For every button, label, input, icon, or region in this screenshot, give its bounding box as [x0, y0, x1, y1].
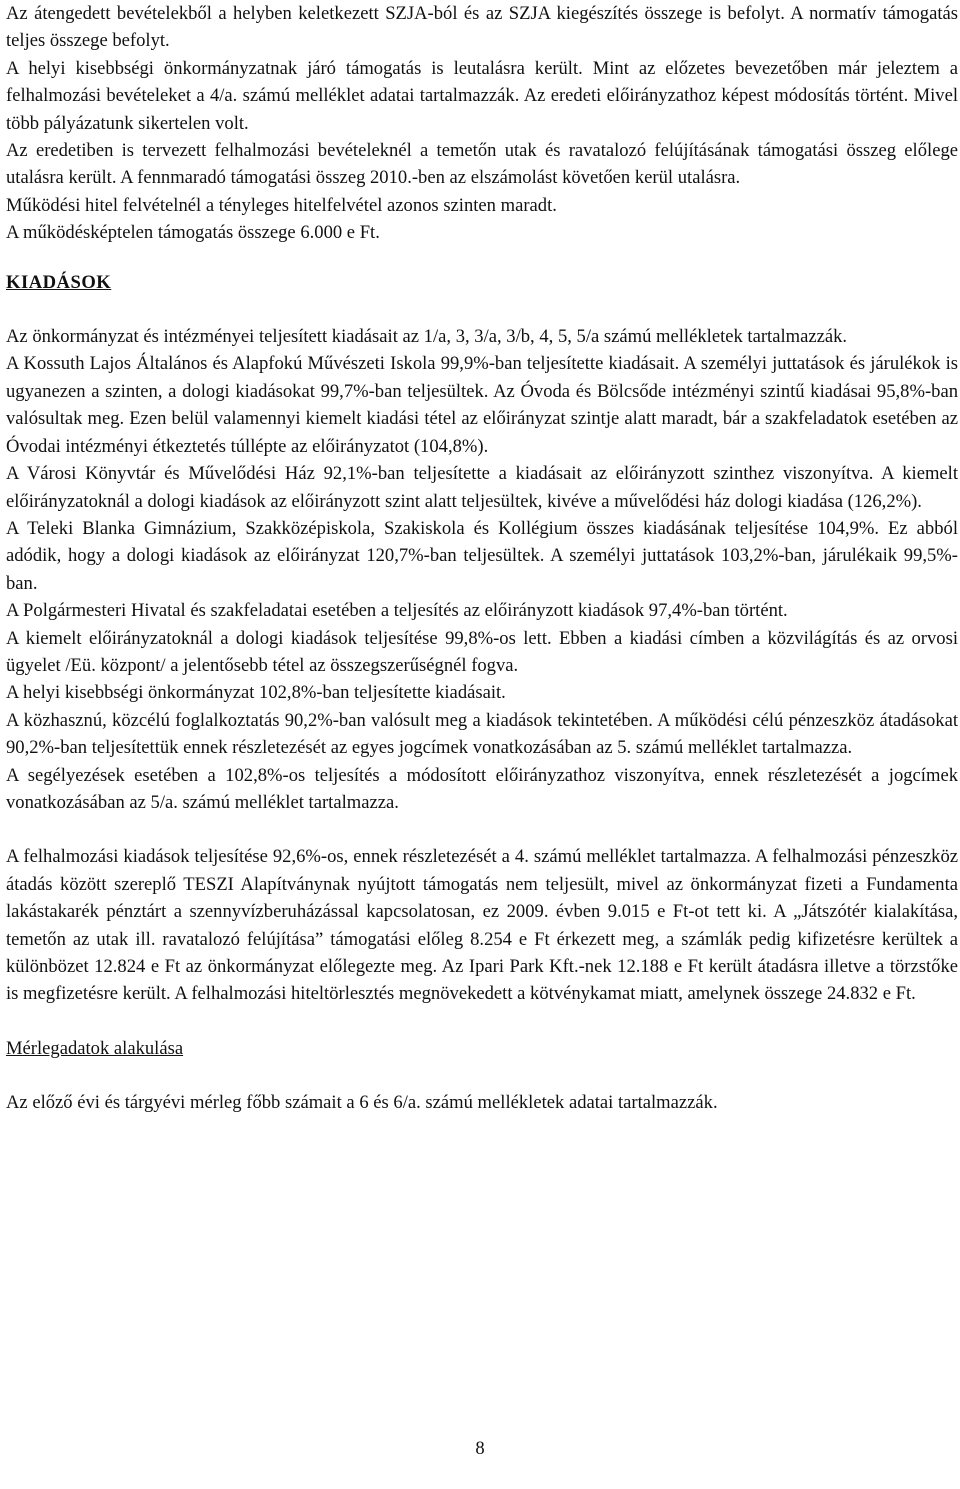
paragraph-polgarmesteri-hivatal: A Polgármesteri Hivatal és szakfeladatai esetében a teljesítés az előirányzott kiadások 97,4%-ban történt. — [6, 600, 788, 622]
page-number: 8 — [475, 1438, 485, 1459]
paragraph-merleg: Az előző évi és tárgyévi mérleg főbb számait a 6 és 6/a. számú mellékletek adatai tartalmazzák. — [6, 1092, 718, 1114]
paragraph-kisebbsegi-kiadasok: A helyi kisebbségi önkormányzat 102,8%-ban teljesítette kiadásait. — [6, 682, 506, 704]
paragraph-segelyezesek: A segélyezések esetében a 102,8%-os teljesítés a módosított előirányzathoz viszonyítva, ennek részletezését a jogcímek vonatkozásában az 5/a. számú melléklet tartalmazza. — [6, 764, 958, 813]
paragraph-felhalmozasi-kiadasok: A felhalmozási kiadások teljesítése 92,6%-os, ennek részletezését a 4. számú melléklet tartalmazza. A felhalmozási pénzeszköz átadás között szereplő TESZI Alapítványnak nyújtott támogatás nem teljesült, mivel az önkormányzat fizeti a Fundamenta lakástakarék pénztárt a szennyvízberuházással kapcsolatosan, ez 2009. évben 9.015 e Ft-ot tett ki. A „Játszótér kialakítása, temetőn az utak ill. ravatalozó felújítása” támogatási előleg 8.254 e Ft érkezett meg, a számlák pedig kifizetésre kerültek a különbözet 12.824 e Ft az önkormányzat előlegezte meg. Az Ipari Park Kft.-nek 12.188 e Ft került átadásra illetve a törzstőke is megfizetésre került. A felhalmozási hiteltörlesztés megnövekedett a kötvénykamat miatt, amelynek összege 24.832 e Ft. — [6, 846, 958, 1005]
paragraph-konyvtar: A Városi Könyvtár és Művelődési Ház 92,1%-ban teljesítette a kiadásait az előirányzott szinthez viszonyítva. A kiemelt előirányzatoknál a dologi kiadások az előirányzott szint alatt teljesültek, kivéve a művelődési ház dologi kiadása (126,2%). — [6, 463, 958, 512]
paragraph-kisebbsegi-tamogatas: A helyi kisebbségi önkormányzatnak járó támogatás is leutalásra került. Mint az előzetes bevezetőben már jeleztem a felhalmozási bevételeket a 4/a. számú melléklet adatai tartalmazzák. Az eredeti előirányzathoz képest módosítás történt. Mivel több pályázatunk sikertelen volt. — [6, 57, 958, 134]
paragraph-felhalmozasi-bevetelek: Az eredetiben is tervezett felhalmozási bevételeknél a temetőn utak és ravatalozó felújításának támogatási összeg előlege utalásra került. A fennmaradó támogatási összeg 2010.-ben az elszámolást követően kerül utalásra. — [6, 140, 958, 189]
paragraph-mellekletek: Az önkormányzat és intézményei teljesített kiadásait az 1/a, 3, 3/a, 3/b, 4, 5, 5/a számú mellékletek tartalmazzák. — [6, 326, 848, 348]
paragraph-spacer — [6, 816, 958, 843]
paragraph-dologi-kiadasok: A kiemelt előirányzatoknál a dologi kiadások teljesítése 99,8%-os lett. Ebben a kiadási címben a közvilágítás és az orvosi ügyelet /Eü. központ/ a jelentősebb tétel az összegszerűségnél fogva. — [6, 627, 958, 676]
paragraph-foglalkoztatas: A közhasznú, közcélú foglalkoztatás 90,2%-ban valósult meg a kiadások tekintetében. A működési célú pénzeszköz átadásokat 90,2%-ban teljesítettük ennek részletezését az egyes jogcímek vonatkozásában az 5. számú melléklet tartalmazza. — [6, 709, 958, 759]
paragraph-mukodeskeptelen: A működésképtelen támogatás összege 6.000 e Ft. — [6, 222, 380, 244]
paragraph-altalanos-iskola: A Kossuth Lajos Általános és Alapfokú Művészeti Iskola 99,9%-ban teljesítette kiadásait. A személyi juttatások és járulékok is ugyanezen a szinten, a dologi kiadásokat 99,7%-ban teljesültek. Az Óvoda és Bölcsőde intézményi szintű kiadásai 95,8%-ban valósultak meg. Ezen belül valamennyi kiemelt kiadási tétel az előirányzat szintje alatt maradt, bár a szakfeladatok esetében az Óvodai intézményi étkeztetés túllépte az előirányzatot (104,8%). — [6, 353, 958, 457]
paragraph-szja: Az átengedett bevételekből a helyben keletkezett SZJA-ból és az SZJA kiegészítés összege is befolyt. A normatív támogatás teljes összege befolyt. — [6, 3, 958, 52]
section-heading-kiadasok: KIADÁSOK — [6, 271, 112, 293]
section-heading-merlegadatok: Mérlegadatok alakulása — [6, 1037, 184, 1059]
paragraph-mukodesi-hitel: Működési hitel felvételnél a tényleges hitelfelvétel azonos szinten maradt. — [6, 194, 557, 216]
paragraph-gimnazium: A Teleki Blanka Gimnázium, Szakközépiskola, Szakiskola és Kollégium összes kiadásának teljesítése 104,9%. Ez abból adódik, hogy a dologi kiadások az előirányzat 120,7%-ban teljesültek. A személyi juttatások 103,2%-ban, járulékaik 99,5%-ban. — [6, 517, 958, 594]
document-page — [6, 0, 958, 1117]
